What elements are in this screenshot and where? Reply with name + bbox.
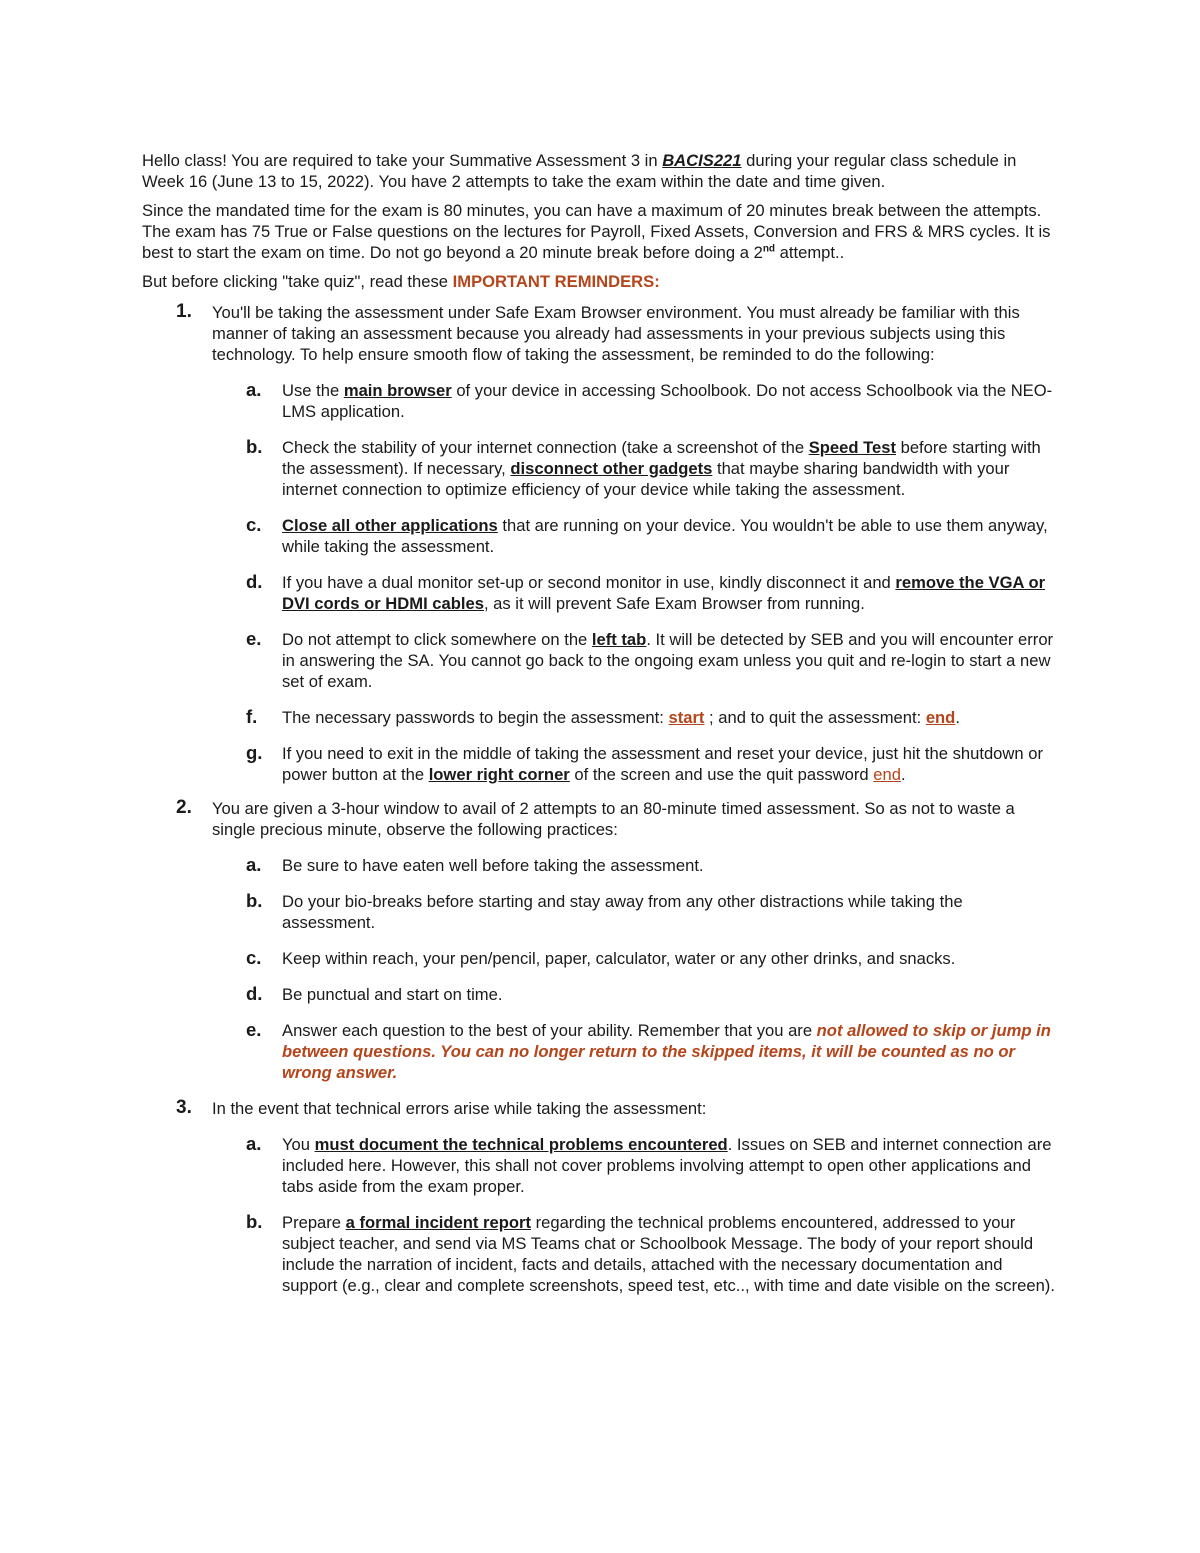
sub-item-1g: g. If you need to exit in the middle of taking the assessment and reset your device, just hit the shutdown or power button at the lower right corner of the screen and use the quit password end. [246, 742, 1043, 784]
list-item-2: 2. You are given a 3-hour window to avail of 2 attempts to an 80-minute timed assessment. So as not to waste a single precious minute, observe the following practices: [176, 797, 1015, 839]
keyword-document-problems: must document the technical problems encountered [314, 1135, 728, 1154]
sub-item-1b: b. Check the stability of your internet connection (take a screenshot of the Speed Test before starting with the assessment). If necessary, disconnect other gadgets that maybe sharing bandwidth with your internet connection to optimize efficiency of your device while taking the assessment. [246, 436, 1041, 499]
sub-item-3b: b. Prepare a formal incident report regarding the technical problems encountered, addressed to your subject teacher, and send via MS Teams chat or Schoolbook Message. The body of your report should include the narration of incident, facts and details, attached with the necessary documentation and support (e.g., clear and complete screenshots, speed test, etc.., with time and date visible on the screen). [246, 1211, 1055, 1295]
intro-paragraph-3: But before clicking "take quiz", read these IMPORTANT REMINDERS: [142, 272, 660, 291]
keyword-incident-report: a formal incident report [345, 1213, 531, 1232]
password-end: end [925, 708, 956, 727]
course-code: BACIS221 [662, 151, 742, 170]
sub-item-3a: a. You must document the technical problems encountered. Issues on SEB and internet connection are included here. However, this shall not cover problems involving attempt to open other applications and tabs aside from the exam proper. [246, 1133, 1052, 1196]
keyword-speed-test: Speed Test [808, 438, 896, 457]
sub-item-1f: f. The necessary passwords to begin the assessment: start ; and to quit the assessment: end. [246, 706, 960, 727]
sub-item-1c: c. Close all other applications that are running on your device. You wouldn't be able to use them anyway, while taking the assessment. [246, 514, 1048, 556]
important-reminders-heading: IMPORTANT REMINDERS: [452, 272, 660, 291]
sub-item-1e: e. Do not attempt to click somewhere on the left tab. It will be detected by SEB and you will encounter error in answering the SA. You cannot go back to the ongoing exam unless you quit and re-login to start a new set of exam. [246, 628, 1054, 691]
password-start: start [668, 708, 705, 727]
sub-item-2d: d. Be punctual and start on time. [246, 983, 503, 1004]
keyword-lower-right-corner: lower right corner [428, 765, 570, 784]
list-number: 2. [176, 797, 192, 818]
password-end-quit: end [873, 765, 901, 784]
keyword-left-tab: left tab [591, 630, 647, 649]
keyword-disconnect-gadgets: disconnect other gadgets [510, 459, 713, 478]
keyword-main-browser: main browser [343, 381, 452, 400]
list-number: 1. [176, 301, 192, 322]
keyword-remove-cables: remove the VGA or DVI cords or HDMI cables [282, 573, 1046, 613]
sub-item-2b: b. Do your bio-breaks before starting and stay away from any other distractions while taking the assessment. [246, 890, 963, 932]
keyword-close-applications: Close all other applications [282, 516, 498, 535]
document-body [142, 150, 1060, 1296]
list-item-3: 3. In the event that technical errors arise while taking the assessment: [176, 1097, 707, 1118]
sub-item-1a: a. Use the main browser of your device in accessing Schoolbook. Do not access Schoolbook via the NEO-LMS application. [246, 379, 1053, 421]
list-item-1: 1. You'll be taking the assessment under Safe Exam Browser environment. You must already be familiar with this manner of taking an assessment because you already had assessments in your previous subjects using this technology. To help ensure smooth flow of taking the assessment, be reminded to do the following: [176, 301, 1020, 364]
intro-paragraph-2: Since the mandated time for the exam is 80 minutes, you can have a maximum of 20 minutes break between the attempts. The exam has 75 True or False questions on the lectures for Payroll, Fixed Assets, Conversion and FRS & MRS cycles. It is best to start the exam on time. Do not go beyond a 20 minute break before doing a 2nd attempt.. [142, 201, 1051, 262]
sub-item-2c: c. Keep within reach, your pen/pencil, paper, calculator, water or any other drinks, and snacks. [246, 947, 956, 968]
sub-item-1d: d. If you have a dual monitor set-up or second monitor in use, kindly disconnect it and remove the VGA or DVI cords or HDMI cables, as it will prevent Safe Exam Browser from running. [246, 571, 1046, 613]
list-number: 3. [176, 1097, 192, 1118]
sub-item-2e: e. Answer each question to the best of your ability. Remember that you are not allowed to skip or jump in between questions. You can no longer return to the skipped items, it will be counted as no or wrong answer. [246, 1019, 1051, 1082]
intro-paragraph-1: Hello class! You are required to take your Summative Assessment 3 in BACIS221 during your regular class schedule in Week 16 (June 13 to 15, 2022). You have 2 attempts to take the exam within the date and time given. [142, 151, 1017, 191]
sub-item-2a: a. Be sure to have eaten well before taking the assessment. [246, 854, 704, 875]
warning-text: not allowed to skip or jump in between questions. You can no longer return to the skipped items, it will be counted as no or wrong answer. [282, 1021, 1051, 1082]
